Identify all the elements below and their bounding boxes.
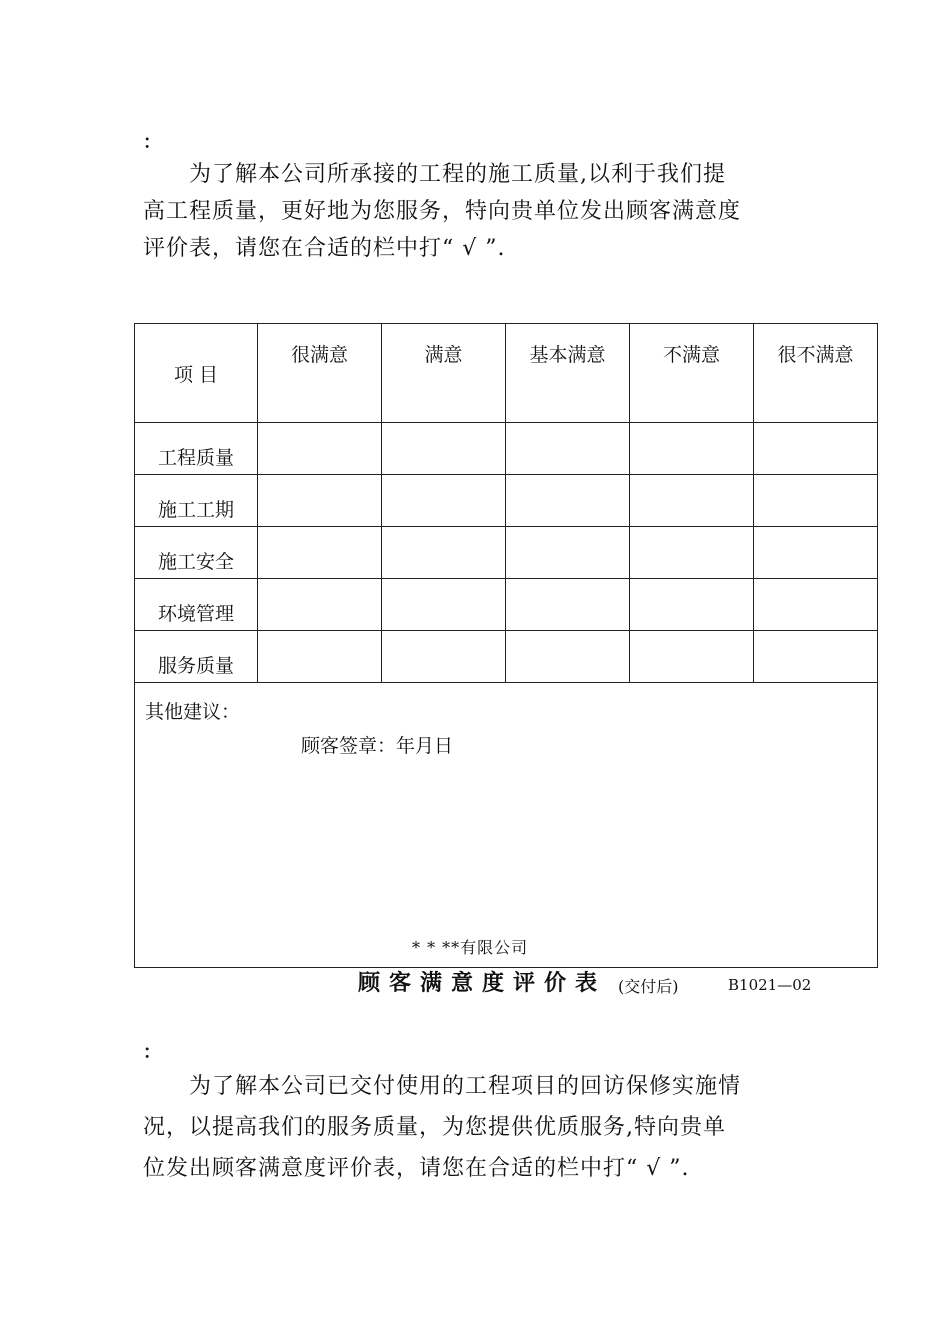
row-label: 施工工期 (135, 475, 258, 527)
rating-cell[interactable] (630, 475, 754, 527)
header-basically-satisfied: 基本满意 (506, 324, 630, 423)
rating-cell[interactable] (382, 423, 506, 475)
rating-cell[interactable] (754, 475, 878, 527)
table-row (135, 631, 878, 683)
header-item: 项 目 (135, 324, 258, 423)
rating-cell[interactable] (754, 579, 878, 631)
row-label: 环境管理 (135, 579, 258, 631)
intro-line-2: 高工程质量，更好地为您服务，特向贵单位发出顾客满意度 (143, 199, 742, 224)
salutation-colon: ： (143, 132, 161, 153)
company-name: * * **有限公司 (412, 938, 529, 957)
row-label: 施工安全 (135, 527, 258, 579)
intro-paragraph-2 (143, 1066, 823, 1189)
intro2-line-2: 况，以提高我们的服务质量，为您提供优质服务,特向贵单 (143, 1115, 726, 1140)
table-header-row (135, 324, 878, 423)
header-very-dissatisfied: 很不满意 (754, 324, 878, 423)
rating-cell[interactable] (258, 423, 382, 475)
rating-cell[interactable] (382, 527, 506, 579)
rating-cell[interactable] (754, 423, 878, 475)
rating-cell[interactable] (630, 631, 754, 683)
rating-cell[interactable] (382, 475, 506, 527)
table-row (135, 579, 878, 631)
intro2-line-1: 为了解本公司已交付使用的工程项目的回访保修实施情 (189, 1074, 742, 1099)
satisfaction-table (134, 323, 878, 968)
header-very-satisfied: 很满意 (258, 324, 382, 423)
rating-cell[interactable] (630, 527, 754, 579)
remarks-row (135, 683, 878, 968)
salutation-colon-2: ： (143, 1042, 161, 1063)
intro-line-3: 评价表，请您在合适的栏中打“ √ ”. (143, 236, 506, 261)
rating-cell[interactable] (630, 579, 754, 631)
table-row (135, 527, 878, 579)
rating-cell[interactable] (382, 579, 506, 631)
table-row (135, 423, 878, 475)
remarks-label: 其他建议： (145, 701, 241, 723)
rating-cell[interactable] (258, 631, 382, 683)
intro-paragraph (143, 156, 823, 267)
form-title: 顾客满意度评价表 (358, 970, 607, 996)
intro2-line-3: 位发出顾客满意度评价表，请您在合适的栏中打“ √ ”. (143, 1156, 690, 1181)
header-satisfied: 满意 (382, 324, 506, 423)
rating-cell[interactable] (506, 631, 630, 683)
rating-cell[interactable] (258, 527, 382, 579)
signature-line: 顾客签章：年月日 (301, 735, 454, 757)
form-subtitle: (交付后) (618, 977, 679, 996)
rating-cell[interactable] (382, 631, 506, 683)
row-label: 服务质量 (135, 631, 258, 683)
rating-cell[interactable] (754, 527, 878, 579)
rating-cell[interactable] (258, 579, 382, 631)
remarks-cell[interactable] (135, 683, 878, 968)
table-row (135, 475, 878, 527)
rating-cell[interactable] (754, 631, 878, 683)
row-label: 工程质量 (135, 423, 258, 475)
rating-cell[interactable] (630, 423, 754, 475)
intro-line-1: 为了解本公司所承接的工程的施工质量,以利于我们提 (189, 162, 726, 187)
form-code: B1021—02 (728, 976, 812, 994)
header-dissatisfied: 不满意 (630, 324, 754, 423)
rating-cell[interactable] (258, 475, 382, 527)
rating-cell[interactable] (506, 475, 630, 527)
rating-cell[interactable] (506, 423, 630, 475)
rating-cell[interactable] (506, 579, 630, 631)
rating-cell[interactable] (506, 527, 630, 579)
